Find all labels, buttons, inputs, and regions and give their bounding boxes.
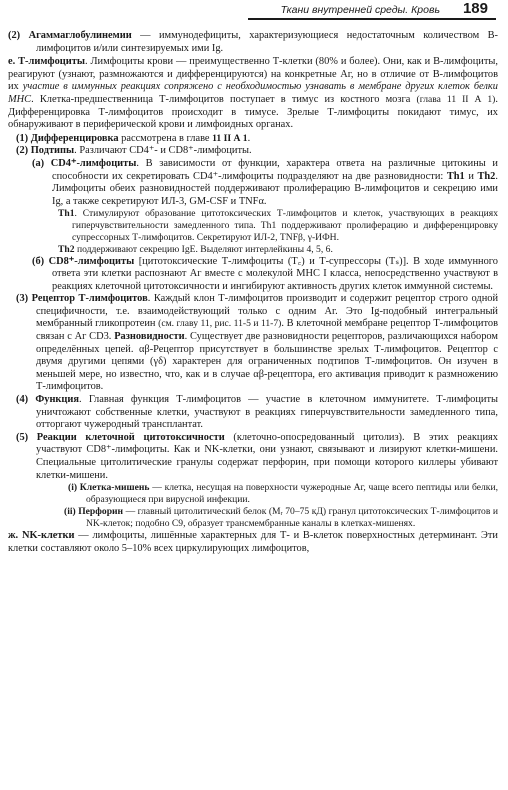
text: . Дифференцировка Т-лимфоцитов происходит в тимусе. Зрелые Т-лимфоциты покидают тимус, их обнаруживают в периферической крови и лимфоидных органах. [8,93,498,131]
text: (клеточно-опосредованный цитолиз). В этих реакциях участвуют CD8⁺-лимфоциты. Как и NK-клетки, они узнают, связывают и лизируют клетки-мишени. Специальные цитолитические гранулы содержат перфорин, при помощи которого киллеры убивают клетки-мишени. [36,431,499,481]
running-header [0,0,508,24]
term: Перфорин [78,505,124,517]
text: . Лимфоциты крови — преимущественно Т-клетки (80% и более). Они, как и В-лимфоциты, реагируют (узнают, размножаются и дифференцируются) на конкретные Аг, но в отличие от В-лимфоцитов их [8,56,498,93]
section-label: е. [8,56,19,68]
text: [цитотоксические Т-лимфоциты (T꜀) и Т-супрессоры (Tₛ)]. В ходе иммунного ответа эти клетки распознают Аг вместе с молекулой МНС I класса, непосредственно участвуют в реакциях клеточной цитотоксичности и ингибируют активность других клеток иммунной системы. [52,255,498,292]
item-t-receptor [8,293,498,394]
text: — иммунодефициты, характеризующиеся недостаточным количеством В-лимфоцитов и/или синтезируемых ими Ig. [36,30,499,54]
item-label: (3) [16,293,32,305]
text: — клетка, несущая на поверхности чужеродные Аг, чаще всего пептиды или белки, образующиеся при вирусной инфекции. [86,482,498,505]
text: — главный цитолитический белок (Mᵣ 70–75 кД) гранул цитотоксических Т-лимфоцитов и NK-клеток; подобно С9, образует трансмембранные каналы в клетках-мишенях. [86,505,498,529]
item-label: (1) [16,132,31,144]
text: . Главная функция Т-лимфоцитов — участие в клеточном иммунитете. Т-лимфоциты уничтожают собственные клетки, участвуют в реакциях гиперчувствительности замедленного типа, отторгают чужеродный трансплантат. [36,394,498,431]
figure-ref: (см. главу 11, рис. 11-5 и 11-7) [158,318,282,330]
text: — лимфоциты, лишённые характерных для Т- и В-клеток поверхностных детерминант. Эти клетки составляют около 5–10% всех циркулирующих лимфоцитов, [8,530,498,554]
item-th2 [8,244,498,256]
term: Подтипы [30,145,75,157]
item-agammaglobulinemia [8,30,498,55]
chapter-ref: (глава 11 II А 1) [416,93,496,105]
text: . В зависимости от функции, характера ответа на различные цитокины и способности их секретировать CD4⁺-лимфоциты подразделяют на две разновидности: [52,157,498,182]
text: рассмотрена в главе [118,132,213,144]
term: Дифференцировка [30,132,119,144]
item-label: (2) [8,30,29,41]
section-title: Ткани внутренней среды. Кровь [277,4,444,16]
term: Разновидности [114,331,185,343]
text: . Клетка-предшественница Т-лимфоцитов поступает в тимус из костного мозга [31,93,417,105]
text: и [464,170,478,182]
term: CD4⁺-лимфоциты [50,157,137,169]
term: Рецептор Т-лимфоцитов [31,293,148,305]
text: поддерживают секрецию IgE. Выделяют интерлейкины 4, 5, 6. [74,243,333,255]
term: Т-лимфоциты [18,56,85,68]
item-label: (4) [16,394,36,406]
text: . Различают CD4⁺- и CD8⁺-лимфоциты. [74,145,252,157]
emphasis: участие в иммунных реакциях сопряжено с необходимостью узнавать в мембране других клеток белки МНС [8,81,498,105]
item-label: (2) [16,145,31,157]
item-function [8,394,498,432]
text: . Существует две разновидности рецепторов, различающихся набором определённых цепей. αβ-Рецептор присутствует в большинстве зрелых Т-лимфоцитов. Рецептор с двумя другими цепями (γδ) характерен для ограниченных подтипов Т-лимфоцитов. Он изучен в меньшей мере, но известно, что, как и в случае αβ-рецептора, его активация приводит к размножению Т-лимфоцитов. [36,331,498,393]
term: Реакции клеточной цитотоксичности [36,431,225,443]
item-target-cell [8,482,498,506]
term: NK-клетки [21,530,75,542]
term: Th1 [446,170,465,182]
section-nk-cells [8,530,498,555]
item-label: (5) [16,431,37,443]
page-number: 189 [459,0,492,17]
text: . Стимулируют образование цитотоксических Т-лимфоцитов и клеток, участвующих в реакциях гиперчувствительности замедленного типа. Th1 поддерживают пролиферацию и дифференцировку супрессорных Т-лимфоцитов. Секретируют ИЛ-2, TNFβ, γ-ИФН. [72,208,498,243]
item-th1 [8,208,498,243]
item-label: (ii) [64,505,79,517]
term: Th2 [477,170,496,182]
chapter-ref: 11 II А 1 [212,132,248,144]
text: . [247,132,251,144]
term: Функция [35,394,80,406]
text: . В клеточной мембране рецептор Т-лимфоцитов связан с Аг CD3. [36,318,498,343]
section-t-lymphocytes [8,56,498,132]
term: Th2 [58,243,75,255]
item-cd4 [8,158,498,208]
term: Агаммаглобулинемии [28,30,132,41]
header-rule [248,18,496,20]
term: CD8⁺-лимфоциты [48,255,135,267]
item-label: (б) [32,255,49,267]
item-subtypes [8,145,498,158]
item-cytotoxicity [8,432,498,482]
item-cd8 [8,256,498,294]
item-label: (а) [32,157,51,169]
item-differentiation [8,133,498,146]
item-label: (i) [68,482,80,494]
text: . Лимфоциты обеих разновидностей поддерживают пролиферацию В-лимфоцитов и секрецию ими Ig, а также секретируют ИЛ-3, GM-CSF и TNFα. [52,170,498,207]
page-body [8,30,498,556]
text: . Каждый клон Т-лимфоцитов производит и содержит рецептор строго одной специфичности, т.е. взаимодействующий только с одним Аг. Это Ig-подобный интегральный мембранный гликопротеин [36,293,499,330]
term: Th1 [58,208,75,220]
term: Клетка-мишень [79,482,150,494]
item-perforin [8,506,498,530]
section-label: ж. [8,530,22,542]
